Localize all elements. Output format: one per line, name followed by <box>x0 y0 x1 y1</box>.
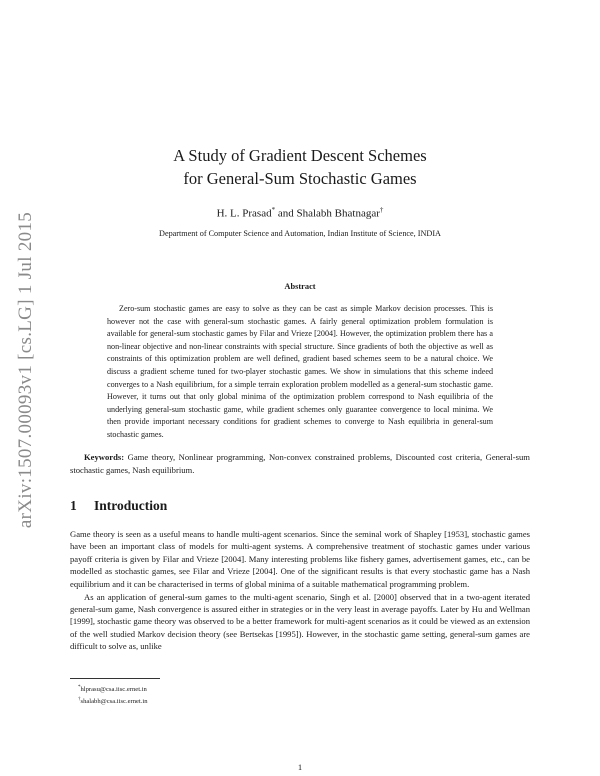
intro-paragraph-2: As an application of general-sum games to the multi-agent scenario, Singh et al. [2000] observed that in a two-agent iterated general-sum game, Nash convergence is assured either in strategies or in the very least in average payoffs. Later by Hu and Wellman [1999], stochastic game theory was observed to be a better framework for multi-agent scenarios as it could be viewed as an extension of the well studied Markov decision theory (see Bertsekas [1995]). However, in the stochastic game setting, general-sum games are difficult to solve as, unlike <box>70 591 530 652</box>
page-number: 1 <box>297 762 303 772</box>
author-prasad: H. L. Prasad <box>216 207 272 220</box>
section-heading-introduction <box>70 498 167 514</box>
abstract-body: Zero-sum stochastic games are easy to solve as they can be cast as simple Markov decision processes. This is however not the case with general-sum stochastic games. A fairly general optimization problem formulation is available for general-sum stochastic games by Filar and Vrieze [2004]. However, the optimization problem there has a non-linear objective and non-linear constraints with special structure. Since gradients of both the objective as well as constraints of this optimization problem are well defined, gradient based schemes seem to be a natural choice. We discuss a gradient scheme tuned for two-player stochastic games. We show in simulations that this scheme indeed converges to a Nash equilibrium, for a simple terrain exploration problem modelled as a general-sum stochastic game. However, it turns out that only global minima of the optimization problem correspond to Nash equilibria of the underlying general-sum stochastic game, while gradient schemes only guarantee convergence to local minima. We then provide important necessary conditions for gradient schemes to converge to Nash equilibria in general-sum stochastic games. <box>107 304 493 439</box>
footnote-1-mark: * <box>78 685 81 690</box>
title-line-1: A Study of Gradient Descent Schemes <box>173 146 427 165</box>
keywords-text: Game theory, Nonlinear programming, Non-convex constrained problems, Discounted cost criteria, General-sum stochastic games, Nash equilibrium. <box>70 452 530 476</box>
keywords-paragraph <box>70 451 530 477</box>
footnotes <box>78 683 148 707</box>
footnote-divider <box>70 678 160 679</box>
author-footnote-mark-1: * <box>271 206 276 214</box>
abstract-heading: Abstract <box>284 282 316 291</box>
author-list <box>70 206 530 220</box>
section-title: Introduction <box>94 498 168 513</box>
keywords-label: Keywords: <box>84 452 125 462</box>
arxiv-identifier: arXiv:1507.00093v1 [cs.LG] 1 Jul 2015 <box>15 211 36 529</box>
title-line-2: for General-Sum Stochastic Games <box>183 169 417 188</box>
intro-paragraph-1: Game theory is seen as a useful means to handle multi-agent scenarios. Since the seminal work of Shapley [1953], stochastic games have been an important class of models for multi-agent systems. A comprehensive treatment of stochastic games under various payoff criteria is given by Filar and Vrieze [2004]. Many interesting problems like fishery games, advertisement games, etc., can be modelled as stochastic games, see Filar and Vrieze [2004]. One of the significant results is that every stochastic game has a Nash equilibrium and it can be characterised in terms of global minima of a suitable mathematical programming problem. <box>70 529 530 589</box>
footnote-2-email: shalabh@csa.iisc.ernet.in <box>80 698 148 706</box>
paper-title <box>70 144 530 190</box>
affiliation: Department of Computer Science and Automation, Indian Institute of Science, INDIA <box>159 229 441 238</box>
footnote-2 <box>78 695 148 707</box>
section-number: 1 <box>70 498 77 513</box>
footnote-1 <box>78 683 148 695</box>
author-footnote-mark-2: † <box>379 206 384 214</box>
footnote-1-email: hlprasu@csa.iisc.ernet.in <box>80 686 147 694</box>
author-bhatnagar: Shalabh Bhatnagar <box>296 207 380 220</box>
arxiv-sidebar-stamp <box>6 200 46 540</box>
author-connector: and <box>275 207 297 220</box>
footnote-2-mark: † <box>78 697 81 703</box>
introduction-body <box>70 528 530 653</box>
